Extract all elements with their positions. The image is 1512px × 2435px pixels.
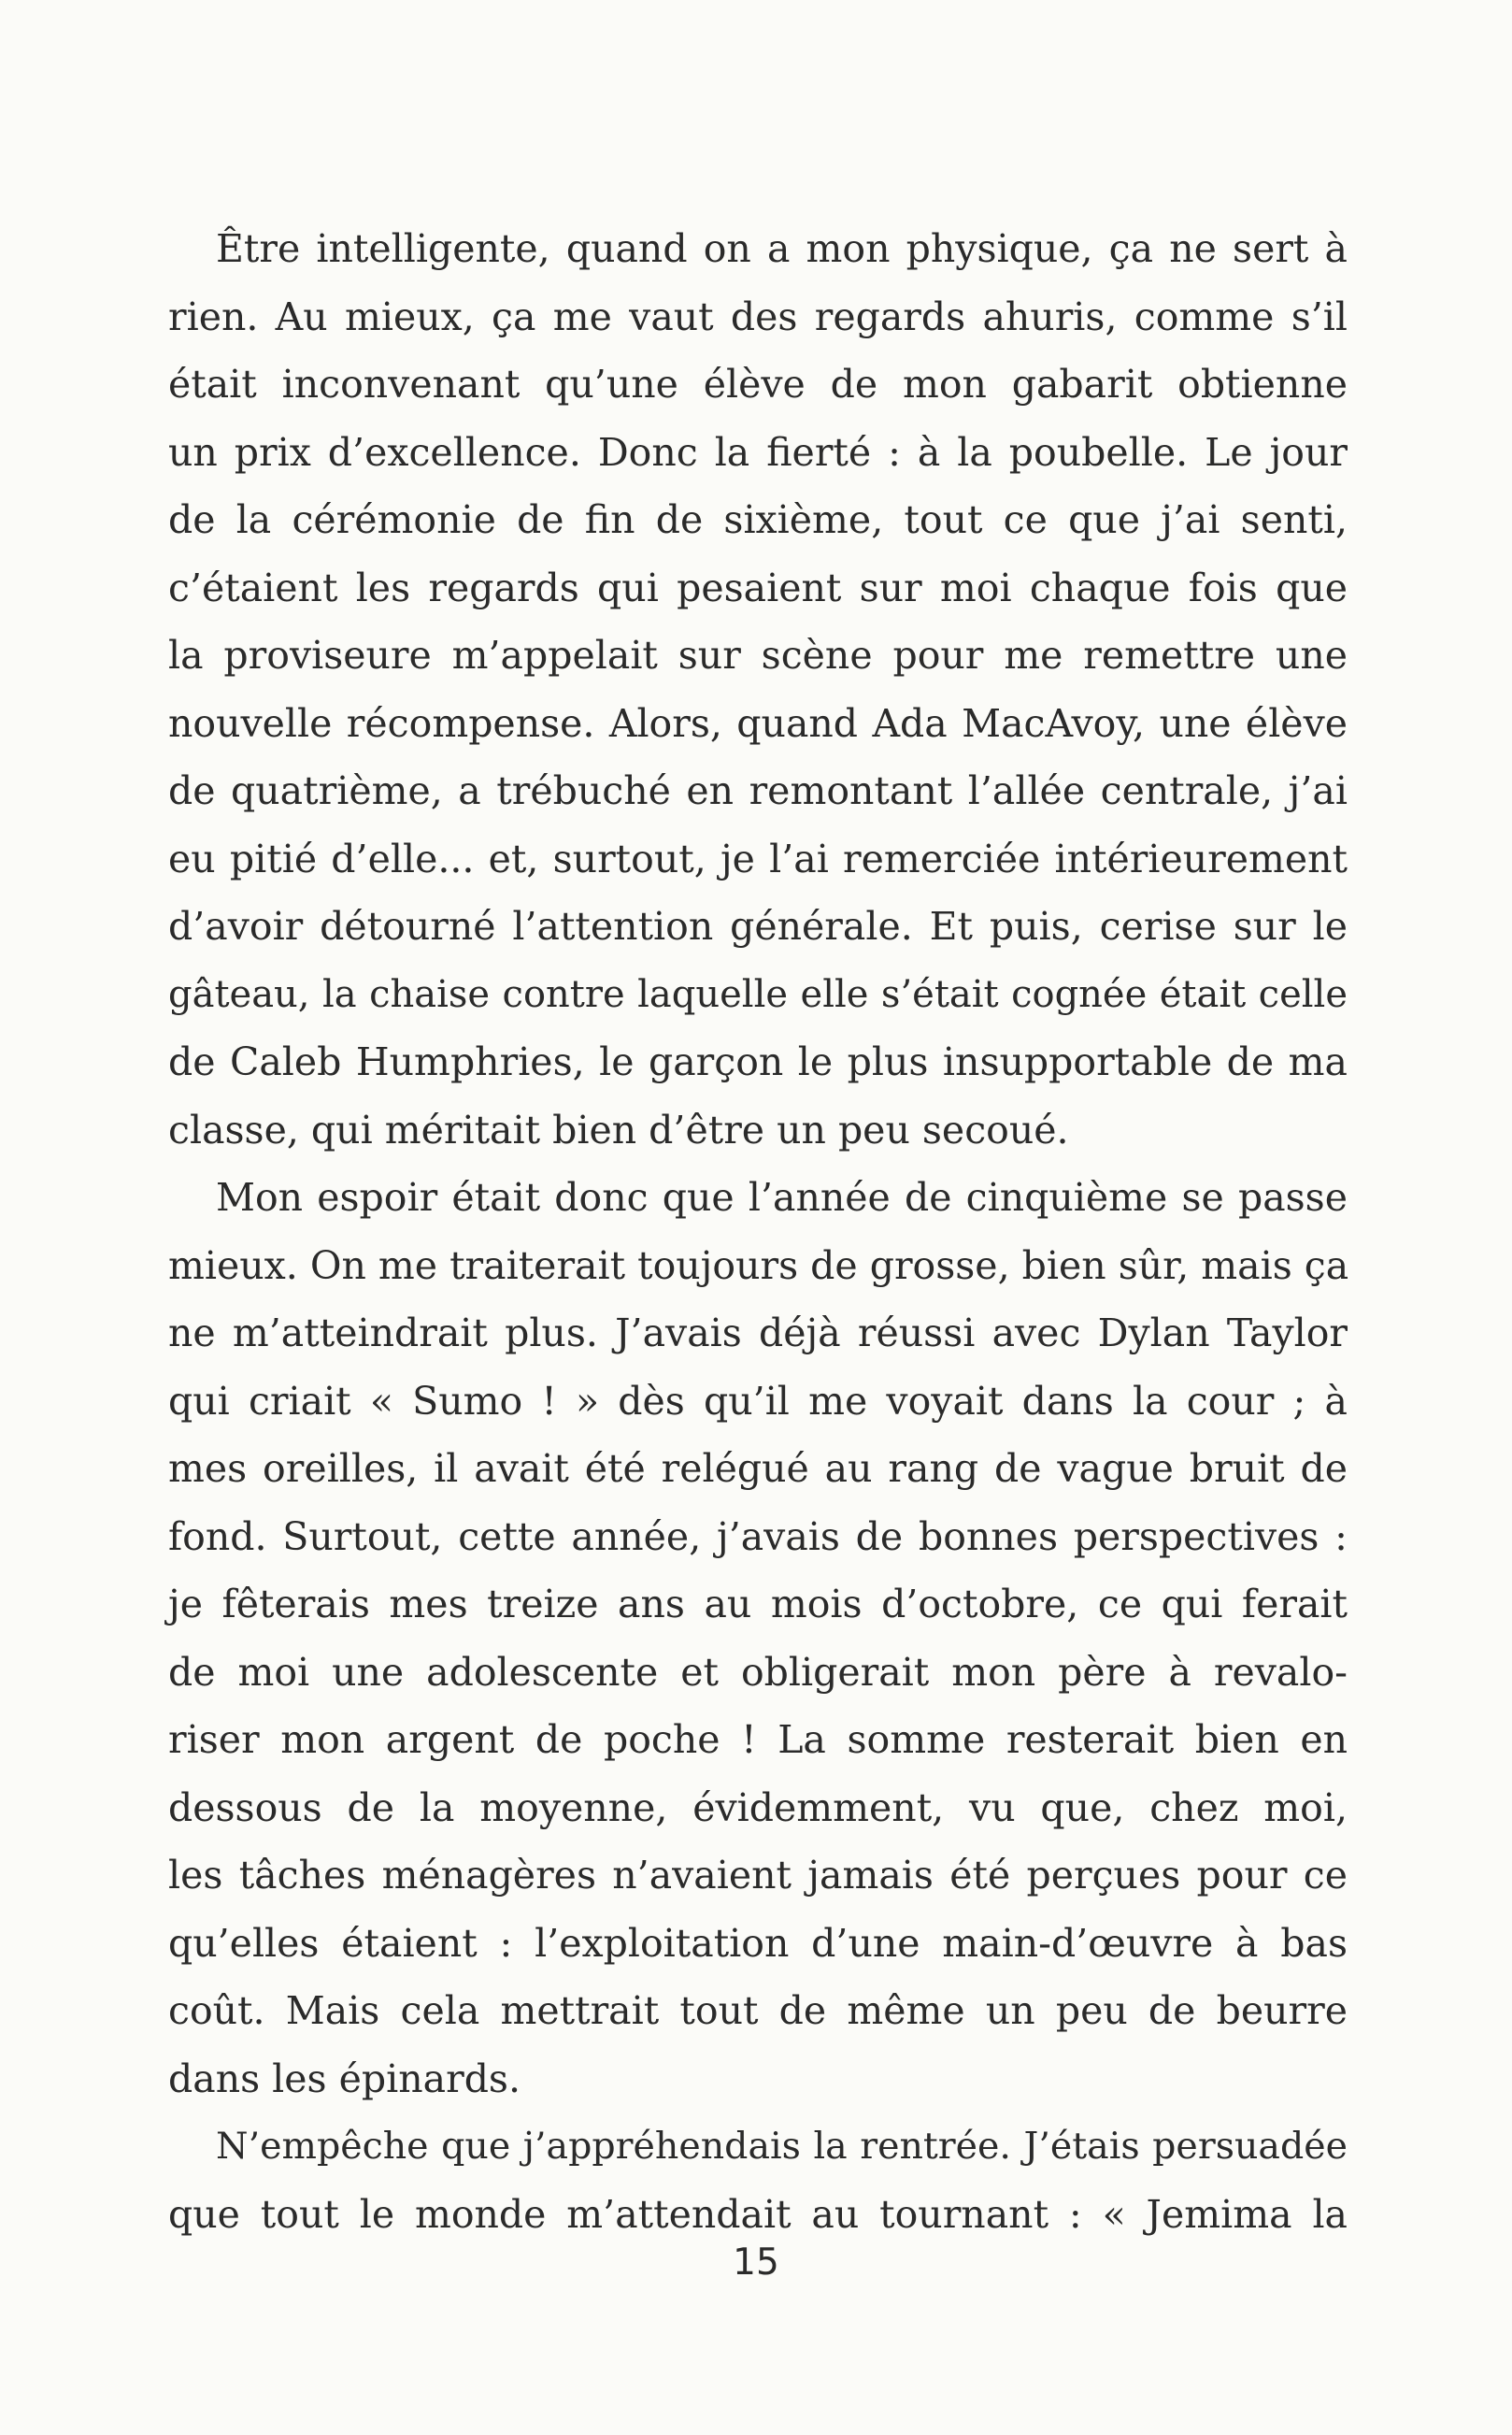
text-line: N’empêche que j’appréhendais la rentrée. J’étais persuadée bbox=[216, 2125, 1348, 2168]
text-line: classe, qui méritait bien d’être un peu secoué. bbox=[168, 1107, 1069, 1153]
text-line: ne m’atteindrait plus. J’avais déjà réussi avec Dylan Taylor bbox=[168, 1311, 1348, 1355]
text-line: Être intelligente, quand on a mon physique, ça ne sert à bbox=[216, 226, 1348, 271]
text-line: rien. Au mieux, ça me vaut des regards ahuris, comme s’il bbox=[168, 294, 1348, 339]
text-line: qui criait « Sumo ! » dès qu’il me voyait dans la cour ; à bbox=[168, 1378, 1348, 1424]
body-text bbox=[168, 215, 1348, 2248]
text-line: eu pitié d’elle... et, surtout, je l’ai remerciée intérieurement bbox=[168, 836, 1348, 881]
page-number: 15 bbox=[733, 2242, 779, 2284]
text-line: riser mon argent de poche ! La somme resterait bien en bbox=[168, 1717, 1348, 1762]
text-line: mieux. On me traiterait toujours de grosse, bien sûr, mais ça bbox=[168, 1242, 1349, 1288]
text-line: que tout le monde m’attendait au tournant : « Jemima la bbox=[168, 2191, 1348, 2237]
text-line: de Caleb Humphries, le garçon le plus insupportable de ma bbox=[168, 1039, 1348, 1084]
text-line: de moi une adolescente et obligerait mon père à revalo- bbox=[168, 1649, 1348, 1695]
text-line: les tâches ménagères n’avaient jamais été perçues pour ce bbox=[168, 1853, 1348, 1898]
text-line: dessous de la moyenne, évidemment, vu que, chez moi, bbox=[168, 1784, 1348, 1830]
text-line: la proviseure m’appelait sur scène pour me remettre une bbox=[168, 633, 1348, 678]
text-line: qu’elles étaient : l’exploitation d’une main-d’œuvre à bas bbox=[168, 1920, 1348, 1966]
text-line: fond. Surtout, cette année, j’avais de bonnes perspectives : bbox=[168, 1513, 1348, 1559]
text-line: un prix d’excellence. Donc la fierté : à la poubelle. Le jour bbox=[168, 429, 1348, 475]
text-line: Mon espoir était donc que l’année de cinquième se passe bbox=[216, 1175, 1348, 1220]
text-line: gâteau, la chaise contre laquelle elle s’était cognée était celle bbox=[168, 972, 1348, 1016]
text-line: c’étaient les regards qui pesaient sur moi chaque fois que bbox=[168, 565, 1348, 610]
text-line: coût. Mais cela mettrait tout de même un peu de beurre bbox=[168, 1988, 1348, 2033]
text-line: était inconvenant qu’une élève de mon gabarit obtienne bbox=[168, 362, 1348, 407]
text-line: dans les épinards. bbox=[168, 2055, 521, 2101]
text-line: je fêterais mes treize ans au mois d’octobre, ce qui ferait bbox=[168, 1582, 1348, 1626]
text-line: de quatrième, a trébuché en remontant l’allée centrale, j’ai bbox=[168, 768, 1348, 813]
text-line: de la cérémonie de fin de sixième, tout ce que j’ai senti, bbox=[168, 497, 1348, 542]
text-line: mes oreilles, il avait été relégué au rang de vague bruit de bbox=[168, 1446, 1348, 1491]
text-line: d’avoir détourné l’attention générale. Et puis, cerise sur le bbox=[168, 904, 1348, 949]
text-line: nouvelle récompense. Alors, quand Ada MacAvoy, une élève bbox=[168, 700, 1348, 746]
